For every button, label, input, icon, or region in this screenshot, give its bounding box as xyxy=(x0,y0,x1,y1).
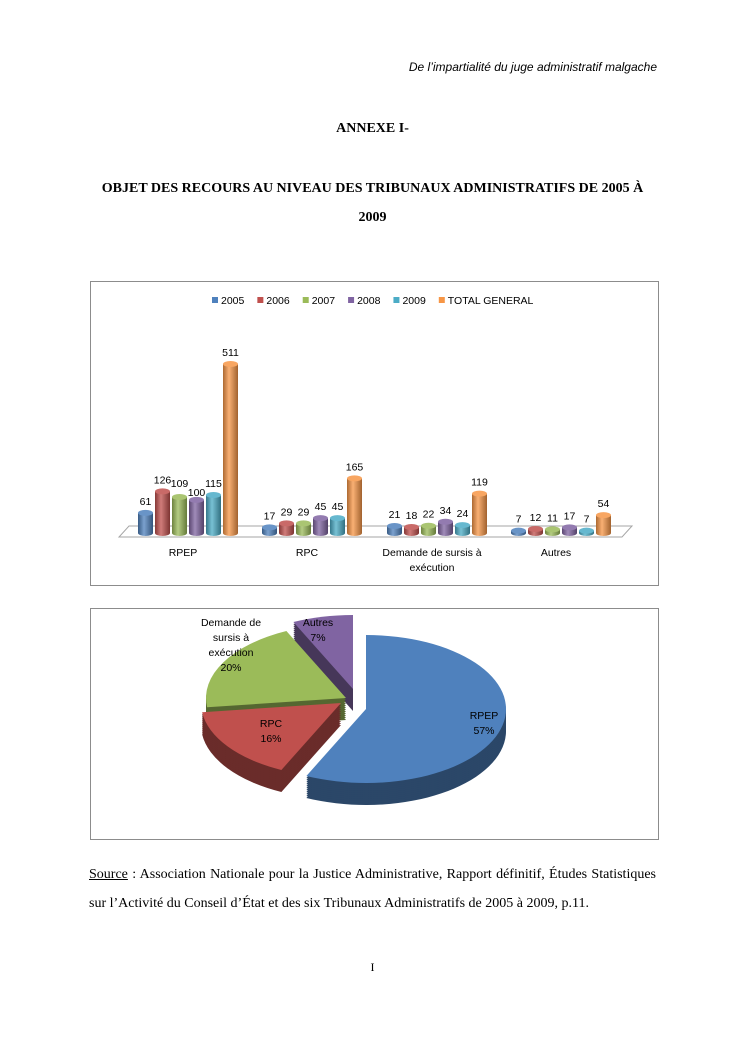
pie-chart xyxy=(91,609,658,839)
legend-label-3: 2008 xyxy=(357,295,381,307)
bar-3-3 xyxy=(562,524,577,536)
source-text: : Association Nationale pour la Justice Administrative, Rapport définitif, Études Statistiques sur l’Activité du Conseil d’État et des six Tribunaux Administratifs de 2005 à 2009, p.11. xyxy=(89,867,656,911)
bar-value-label: 126 xyxy=(153,474,172,487)
bar-value-label: 22 xyxy=(422,508,435,521)
bar-1-2 xyxy=(296,520,311,536)
bar-value-label: 18 xyxy=(405,510,418,523)
bar-value-label: 45 xyxy=(331,501,344,514)
annex-label: ANNEXE I- xyxy=(336,121,409,136)
bar-value-label: 7 xyxy=(515,513,522,526)
source-note xyxy=(89,860,656,918)
bar-value-label: 7 xyxy=(583,513,590,526)
category-label-2: Demande de sursis à xyxy=(382,547,482,559)
pie-label-2: 20% xyxy=(220,662,242,674)
source-label: Source xyxy=(89,867,128,882)
bar-2-0 xyxy=(387,523,402,536)
legend-swatch-2 xyxy=(303,297,309,303)
bar-value-label: 165 xyxy=(345,461,364,474)
pie-label-2: Demande de xyxy=(200,617,262,629)
legend-label-2: 2007 xyxy=(311,295,336,307)
bar-0-5 xyxy=(223,361,238,536)
bar-value-label: 24 xyxy=(456,508,469,521)
bar-value-label: 109 xyxy=(170,477,189,490)
category-label-3: Autres xyxy=(540,547,572,559)
pie-label-2: sursis à xyxy=(212,632,250,644)
bar-3-0 xyxy=(511,528,526,536)
bar-value-label: 29 xyxy=(280,506,293,519)
pie-chart-frame xyxy=(90,608,659,840)
legend-swatch-3 xyxy=(348,297,354,303)
legend-swatch-5 xyxy=(439,297,445,303)
bar-value-label: 61 xyxy=(139,495,152,508)
category-label-0: RPEP xyxy=(168,547,198,559)
bar-0-0 xyxy=(138,510,153,536)
bar-value-label: 29 xyxy=(297,506,310,519)
pie-label-1: RPC xyxy=(259,718,283,730)
bar-2-4 xyxy=(455,522,470,536)
category-label-2: exécution xyxy=(409,562,455,574)
bar-value-label: 17 xyxy=(263,510,276,523)
bar-value-label: 511 xyxy=(222,347,239,359)
legend-swatch-0 xyxy=(212,297,218,303)
bar-value-label: 11 xyxy=(547,512,558,525)
legend-label-1: 2006 xyxy=(266,295,290,307)
bar-value-label: 100 xyxy=(187,486,206,499)
bar-1-5 xyxy=(347,475,362,536)
bar-1-1 xyxy=(279,520,294,536)
bar-0-3 xyxy=(189,497,204,536)
bar-0-4 xyxy=(206,492,221,536)
bar-0-2 xyxy=(172,494,187,536)
pie-label-3: 7% xyxy=(310,632,326,644)
bar-chart xyxy=(91,282,658,585)
bar-legend xyxy=(212,295,534,307)
legend-label-0: 2005 xyxy=(221,295,245,307)
legend-label-4: 2009 xyxy=(402,295,426,307)
bar-2-5 xyxy=(472,491,487,536)
legend-label-5: TOTAL GENERAL xyxy=(447,295,534,307)
bar-value-label: 12 xyxy=(529,512,542,525)
pie-label-0: RPEP xyxy=(469,710,499,722)
bar-2-1 xyxy=(404,524,419,536)
bar-value-label: 34 xyxy=(439,504,452,517)
bar-3-2 xyxy=(545,526,560,536)
bar-value-label: 45 xyxy=(314,501,327,514)
bar-3-5 xyxy=(596,512,611,536)
bar-value-label: 115 xyxy=(205,477,222,490)
bar-2-2 xyxy=(421,523,436,536)
pie-label-0: 57% xyxy=(473,725,495,737)
bar-1-3 xyxy=(313,515,328,536)
page-number: I xyxy=(370,960,375,974)
legend-swatch-4 xyxy=(393,297,399,303)
running-header: De l’impartialité du juge administratif malgache xyxy=(408,60,657,74)
bar-3-1 xyxy=(528,526,543,536)
bar-value-label: 54 xyxy=(597,498,610,511)
bar-value-label: 17 xyxy=(563,510,576,523)
bar-1-4 xyxy=(330,515,345,536)
bar-value-label: 21 xyxy=(388,509,401,522)
annex-title: OBJET DES RECOURS AU NIVEAU DES TRIBUNAUX ADMINISTRATIFS DE 2005 À 2009 xyxy=(101,181,644,225)
bar-3-4 xyxy=(579,528,594,536)
pie-label-2: exécution xyxy=(208,647,254,659)
pie-label-3: Autres xyxy=(302,617,334,629)
bar-value-label: 119 xyxy=(471,476,488,489)
bar-0-1 xyxy=(155,488,170,536)
category-label-1: RPC xyxy=(295,547,319,559)
bar-1-0 xyxy=(262,524,277,536)
legend-swatch-1 xyxy=(257,297,263,303)
bar-2-3 xyxy=(438,519,453,536)
pie-label-1: 16% xyxy=(260,733,282,745)
bar-chart-frame xyxy=(90,281,659,586)
